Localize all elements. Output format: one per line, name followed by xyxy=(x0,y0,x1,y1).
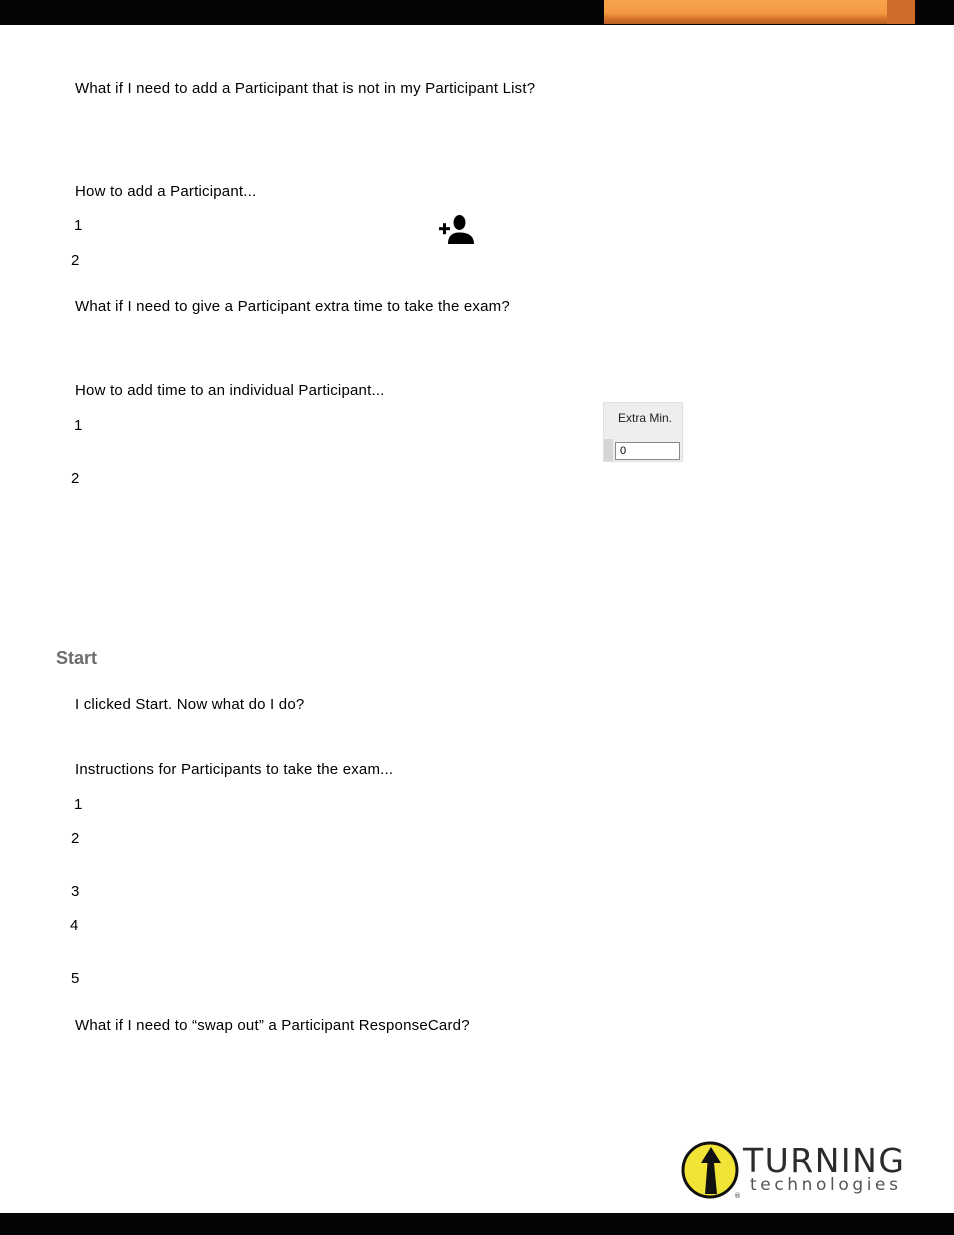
question-swap-responsecard: What if I need to “swap out” a Participant ResponseCard? xyxy=(75,1017,470,1034)
instruction-step-number: 5 xyxy=(71,970,80,987)
time-step-number: 1 xyxy=(74,417,83,434)
add-step-number: 1 xyxy=(74,217,83,234)
add-person-icon xyxy=(438,213,476,245)
footer-bar xyxy=(0,1213,954,1235)
question-add-participant: What if I need to add a Participant that is not in my Participant List? xyxy=(75,80,536,97)
how-to-add-participant: How to add a Participant... xyxy=(75,183,257,200)
registered-mark: ® xyxy=(734,1192,741,1200)
instructions-heading: Instructions for Participants to take the exam... xyxy=(75,761,394,778)
header-accent-stripe xyxy=(604,0,915,24)
time-step-number: 2 xyxy=(71,470,80,487)
how-to-add-time: How to add time to an individual Participant... xyxy=(75,382,385,399)
instruction-step-number: 1 xyxy=(74,796,83,813)
logo-word-technologies: technologies xyxy=(750,1175,902,1195)
question-extra-time: What if I need to give a Participant extra time to take the exam? xyxy=(75,298,510,315)
row-selector-strip xyxy=(604,439,613,461)
header-bar xyxy=(0,0,954,25)
extra-min-input[interactable] xyxy=(615,442,680,460)
logo-word-turning: TURNING xyxy=(743,1141,906,1180)
instruction-step-number: 2 xyxy=(71,830,80,847)
instruction-step-number: 3 xyxy=(71,883,80,900)
header-accent-cap xyxy=(887,0,915,24)
add-step-number: 2 xyxy=(71,252,80,269)
question-clicked-start: I clicked Start. Now what do I do? xyxy=(75,696,305,713)
instruction-step-number: 4 xyxy=(70,917,79,934)
section-heading-start: Start xyxy=(56,648,98,668)
extra-min-label: Extra Min. xyxy=(618,411,673,425)
extra-min-column xyxy=(603,402,683,462)
